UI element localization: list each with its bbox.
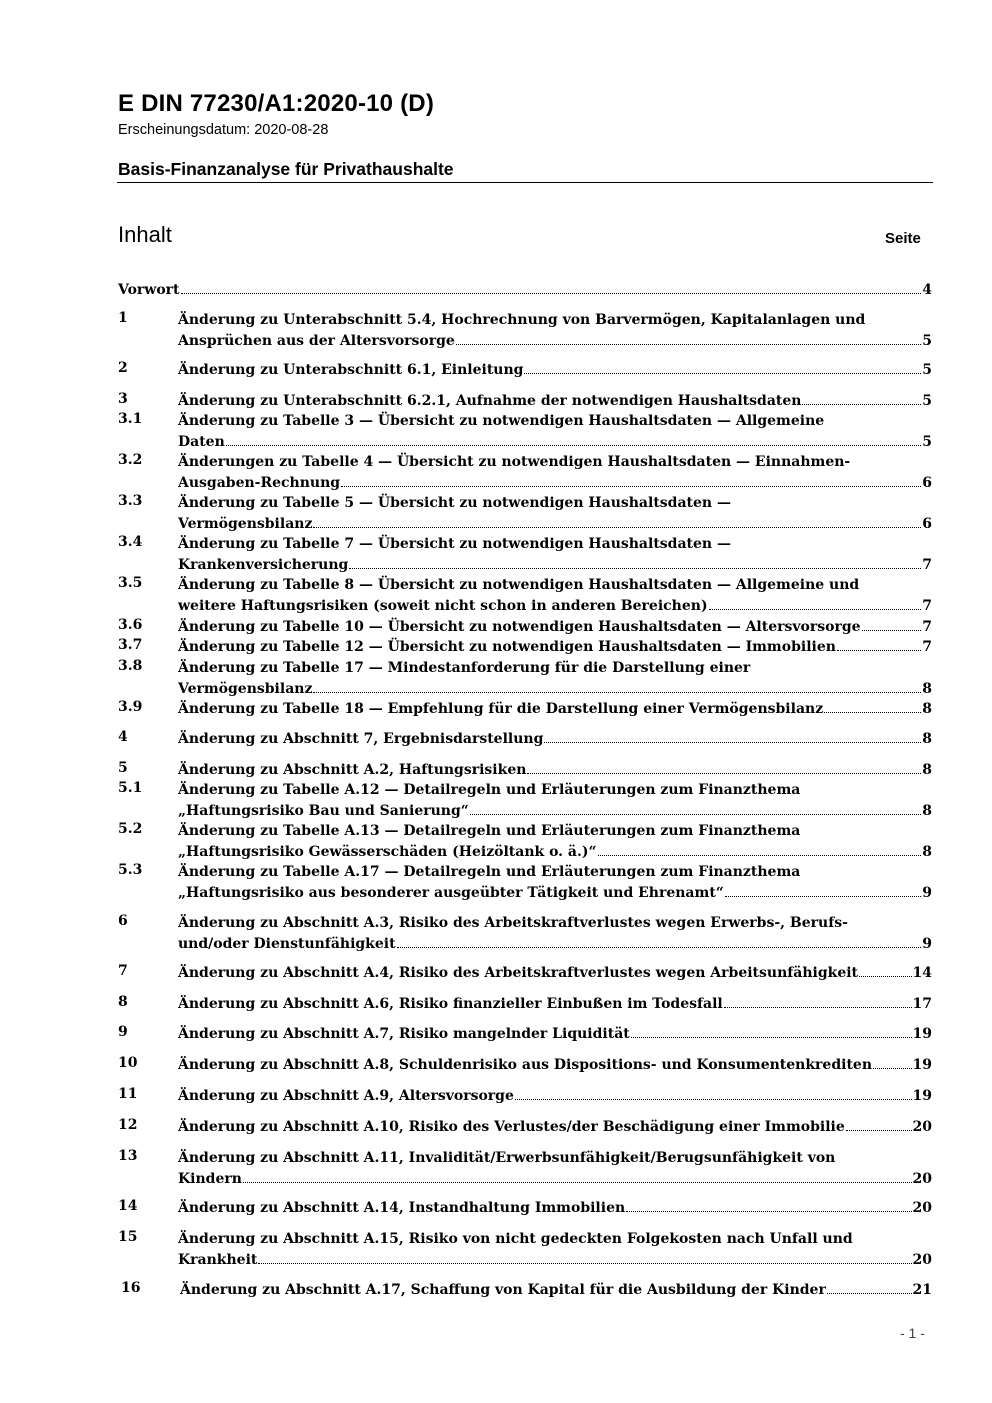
toc-entry-title: Vorwort xyxy=(118,282,180,298)
toc-entry-title: Änderung zu Abschnitt A.6, Risiko finanzieller Einbußen im Todesfall xyxy=(178,996,723,1012)
toc-entry-number: 3.6 xyxy=(118,617,143,633)
toc-entry-page: 7 xyxy=(922,639,932,655)
toc-entry-page: 9 xyxy=(922,935,932,952)
toc-entry-title: weitere Haftungsrisiken (soweit nicht schon in anderen Bereichen) xyxy=(178,597,708,614)
toc-entry-page: 8 xyxy=(922,802,932,819)
toc-entry-body xyxy=(178,360,932,381)
page-column-label: Seite xyxy=(885,230,921,247)
toc-entry-body xyxy=(178,1086,932,1107)
toc-entry-page: 14 xyxy=(912,965,932,981)
dot-leader xyxy=(631,1037,912,1038)
toc-entry-number: 14 xyxy=(118,1198,138,1214)
toc-entry-body xyxy=(178,1148,932,1189)
toc-entry-title: Änderung zu Tabelle 10 — Übersicht zu notwendigen Haushaltsdaten — Altersvorsorge xyxy=(178,619,861,635)
toc-entry-title: Änderung zu Abschnitt A.4, Risiko des Arbeitskraftverlustes wegen Arbeitsunfähigkeit xyxy=(178,965,859,981)
toc-entry-title: Änderung zu Tabelle 12 — Übersicht zu notwendigen Haushaltsdaten — Immobilien xyxy=(178,639,836,655)
toc-entry-number: 2 xyxy=(118,360,128,376)
toc-entry-body xyxy=(178,411,932,452)
toc-entry-last-line xyxy=(178,617,932,638)
toc-entry-body xyxy=(178,699,932,720)
toc-entry-number: 8 xyxy=(118,994,128,1010)
toc-entry-title: Änderung zu Abschnitt A.14, Instandhaltung Immobilien xyxy=(178,1200,626,1216)
toc-entry-body xyxy=(178,780,932,821)
dot-leader xyxy=(824,712,921,713)
toc-entry-title: Änderung zu Abschnitt A.2, Haftungsrisiken xyxy=(178,762,527,778)
toc-entry-page: 8 xyxy=(922,731,932,747)
toc-entry-number: 5.3 xyxy=(118,862,143,878)
toc-entry-last-line xyxy=(178,1250,932,1271)
toc-entry-body xyxy=(178,1117,932,1138)
toc-entry-page: 20 xyxy=(912,1119,932,1135)
toc-entry-body xyxy=(178,729,932,750)
toc-entry-body xyxy=(178,1198,932,1219)
toc-entry-title: Daten xyxy=(178,433,225,450)
toc-entry-number: 10 xyxy=(118,1055,138,1071)
toc-entry-body xyxy=(178,862,932,903)
toc-entry-body xyxy=(178,1055,932,1076)
toc-entry-page: 8 xyxy=(922,680,932,697)
toc-entry-number: 3.7 xyxy=(118,637,143,653)
toc-heading: Inhalt xyxy=(118,222,172,247)
toc-entry-title-line: Änderung zu Tabelle 17 — Mindestanforderung für die Darstellung einer xyxy=(178,660,751,676)
toc-entry-last-line xyxy=(178,934,932,955)
toc-entry-last-line xyxy=(178,514,932,535)
toc-entry-body xyxy=(178,391,932,412)
toc-entry-last-line xyxy=(178,729,932,750)
toc-entry-title: Vermögensbilanz xyxy=(178,680,313,697)
toc-entry-number: 12 xyxy=(118,1117,138,1133)
dot-leader xyxy=(827,1293,912,1294)
toc-entry-number: 11 xyxy=(118,1086,138,1102)
toc-entry-last-line xyxy=(178,555,932,576)
dot-leader xyxy=(524,373,921,374)
dot-leader xyxy=(349,568,921,569)
toc-entry-number: 3.2 xyxy=(118,452,143,468)
toc-entry-body xyxy=(178,452,932,493)
toc-entry-page: 19 xyxy=(912,1057,932,1073)
toc-entry-number: 9 xyxy=(118,1024,128,1040)
toc-entry-page: 6 xyxy=(922,474,932,491)
toc-entry-title-line: Änderung zu Abschnitt A.11, Invalidität/Erwerbsunfähigkeit/Berugsunfähigkeit von xyxy=(178,1150,836,1166)
toc-entry-page: 17 xyxy=(912,996,932,1012)
toc-entry-body xyxy=(178,617,932,638)
document-subject: Basis-Finanzanalyse für Privathaushalte xyxy=(118,159,454,179)
dot-leader xyxy=(397,947,922,948)
toc-entry-body xyxy=(178,310,932,351)
toc-entry-number: 13 xyxy=(118,1148,138,1164)
toc-entry-body xyxy=(180,1280,932,1301)
toc-entry-title-line: Änderungen zu Tabelle 4 — Übersicht zu notwendigen Haushaltsdaten — Einnahmen- xyxy=(178,454,851,470)
toc-entry-body xyxy=(178,821,932,862)
toc-entry-title: „Haftungsrisiko Gewässerschäden (Heizöltank o. ä.)“ xyxy=(178,843,597,860)
toc-entry-title-line: Änderung zu Tabelle A.12 — Detailregeln und Erläuterungen zum Finanzthema xyxy=(178,782,801,798)
toc-entry-title-line: Änderung zu Tabelle A.17 — Detailregeln und Erläuterungen zum Finanzthema xyxy=(178,864,801,880)
dot-leader xyxy=(598,855,922,856)
toc-entry-title-line: Änderung zu Tabelle 5 — Übersicht zu notwendigen Haushaltsdaten — xyxy=(178,495,731,511)
toc-entry-body xyxy=(178,913,932,954)
toc-entry-number: 5.1 xyxy=(118,780,143,796)
toc-entry-number: 5 xyxy=(118,760,128,776)
toc-entry-number: 6 xyxy=(118,913,128,929)
dot-leader xyxy=(313,692,921,693)
toc-entry-page: 8 xyxy=(922,762,932,778)
toc-entry-title: Änderung zu Abschnitt A.17, Schaffung von Kapital für die Ausbildung der Kinder xyxy=(180,1282,826,1298)
toc-entry-title: Krankenversicherung xyxy=(178,556,349,573)
toc-entry-title: Ansprüchen aus der Altersvorsorge xyxy=(178,332,455,349)
dot-leader xyxy=(243,1182,912,1183)
toc-entry-last-line xyxy=(178,596,932,617)
toc-entry-title-line: Änderung zu Tabelle 7 — Übersicht zu notwendigen Haushaltsdaten — xyxy=(178,536,731,552)
toc-entry-last-line xyxy=(178,473,932,494)
toc-entry-title-line: Änderung zu Tabelle 8 — Übersicht zu notwendigen Haushaltsdaten — Allgemeine und xyxy=(178,577,860,593)
toc-entry-body xyxy=(178,637,932,658)
toc-entry-last-line xyxy=(178,963,932,984)
toc-entry-page: 4 xyxy=(922,282,932,298)
toc-entry-last-line xyxy=(118,280,932,301)
toc-entry-page: 5 xyxy=(922,362,932,378)
dot-leader xyxy=(527,773,921,774)
toc-entry-title: Änderung zu Abschnitt A.9, Altersvorsorge xyxy=(178,1088,514,1104)
toc-entry-last-line xyxy=(178,360,932,381)
dot-leader xyxy=(725,896,921,897)
toc-entry-last-line xyxy=(178,331,932,352)
toc-entry-number: 3.8 xyxy=(118,658,143,674)
toc-entry-number: 5.2 xyxy=(118,821,143,837)
dot-leader xyxy=(859,976,911,977)
toc-entry-title: Änderung zu Tabelle 18 — Empfehlung für die Darstellung einer Vermögensbilanz xyxy=(178,701,824,717)
dot-leader xyxy=(456,344,921,345)
toc-entry-last-line xyxy=(180,1280,932,1301)
dot-leader xyxy=(802,404,921,405)
toc-entry-title: Änderung zu Abschnitt A.7, Risiko mangelnder Liquidität xyxy=(178,1026,630,1042)
dot-leader xyxy=(258,1263,911,1264)
dot-leader xyxy=(181,293,922,294)
toc-entry-title: und/oder Dienstunfähigkeit xyxy=(178,935,396,952)
toc-entry-title: Ausgaben-Rechnung xyxy=(178,474,341,491)
dot-leader xyxy=(837,650,921,651)
dot-leader xyxy=(709,609,922,610)
toc-entry-page: 5 xyxy=(922,332,932,349)
document-title: E DIN 77230/A1:2020-10 (D) xyxy=(118,90,435,117)
toc-entry-title: Kindern xyxy=(178,1170,242,1187)
toc-entry-number: 16 xyxy=(121,1280,141,1296)
toc-entry-title-line: Änderung zu Abschnitt A.3, Risiko des Arbeitskraftverlustes wegen Erwerbs-, Berufs- xyxy=(178,915,848,931)
toc-entry-number: 3.3 xyxy=(118,493,143,509)
toc-entry-last-line xyxy=(178,842,932,863)
publication-date: Erscheinungsdatum: 2020-08-28 xyxy=(118,122,329,138)
toc-entry-body xyxy=(178,760,932,781)
toc-entry-page: 20 xyxy=(912,1170,932,1187)
toc-entry-last-line xyxy=(178,1024,932,1045)
toc-entry-number: 3.4 xyxy=(118,534,143,550)
toc-entry-last-line xyxy=(178,1117,932,1138)
toc-entry-title: Krankheit xyxy=(178,1251,258,1268)
toc-entry-number: 1 xyxy=(118,310,128,326)
toc-entry-last-line xyxy=(178,637,932,658)
toc-entry-page: 8 xyxy=(922,701,932,717)
dot-leader xyxy=(846,1130,912,1131)
toc-entry-page: 21 xyxy=(912,1282,932,1298)
toc-entry-title: Änderung zu Unterabschnitt 6.1, Einleitung xyxy=(178,362,524,378)
dot-leader xyxy=(226,445,921,446)
dot-leader xyxy=(470,814,921,815)
toc-entry-last-line xyxy=(178,994,932,1015)
toc-entry-body xyxy=(178,994,932,1015)
toc-entry-body xyxy=(178,1024,932,1045)
toc-entry-page: 9 xyxy=(922,884,932,901)
toc-entry-page: 8 xyxy=(922,843,932,860)
toc-entry-last-line xyxy=(178,1198,932,1219)
toc-entry-title-line: Änderung zu Tabelle 3 — Übersicht zu notwendigen Haushaltsdaten — Allgemeine xyxy=(178,413,825,429)
toc-entry-body xyxy=(118,280,932,301)
toc-entry-title: Vermögensbilanz xyxy=(178,515,313,532)
toc-entry-number: 3.1 xyxy=(118,411,143,427)
header-divider xyxy=(117,182,933,183)
toc-entry-page: 19 xyxy=(912,1088,932,1104)
dot-leader xyxy=(515,1099,912,1100)
toc-entry-body xyxy=(178,534,932,575)
toc-entry-last-line xyxy=(178,1055,932,1076)
dot-leader xyxy=(313,527,921,528)
dot-leader xyxy=(724,1007,912,1008)
toc-entry-page: 7 xyxy=(922,556,932,573)
toc-entry-page: 5 xyxy=(922,393,932,409)
dot-leader xyxy=(341,486,921,487)
toc-entry-title-line: Änderung zu Abschnitt A.15, Risiko von nicht gedeckten Folgekosten nach Unfall und xyxy=(178,1231,853,1247)
toc-entry-last-line xyxy=(178,699,932,720)
toc-entry-title-line: Änderung zu Tabelle A.13 — Detailregeln und Erläuterungen zum Finanzthema xyxy=(178,823,801,839)
dot-leader xyxy=(626,1211,911,1212)
toc-entry-last-line xyxy=(178,1169,932,1190)
toc-entry-body xyxy=(178,575,932,616)
toc-entry-title: Änderung zu Unterabschnitt 6.2.1, Aufnahme der notwendigen Haushaltsdaten xyxy=(178,393,802,409)
toc-entry-number: 4 xyxy=(118,729,128,745)
page-number: - 1 - xyxy=(900,1325,925,1341)
dot-leader xyxy=(862,630,922,631)
toc-entry-title-line: Änderung zu Unterabschnitt 5.4, Hochrechnung von Barvermögen, Kapitalanlagen und xyxy=(178,312,866,328)
toc-entry-last-line xyxy=(178,760,932,781)
toc-entry-title: Änderung zu Abschnitt A.10, Risiko des Verlustes/der Beschädigung einer Immobilie xyxy=(178,1119,845,1135)
toc-entry-last-line xyxy=(178,1086,932,1107)
toc-entry-page: 19 xyxy=(912,1026,932,1042)
toc-entry-title: „Haftungsrisiko aus besonderer ausgeübter Tätigkeit und Ehrenamt“ xyxy=(178,884,724,901)
toc-entry-title: „Haftungsrisiko Bau und Sanierung“ xyxy=(178,802,469,819)
toc-entry-body xyxy=(178,658,932,699)
toc-entry-page: 7 xyxy=(922,619,932,635)
toc-entry-last-line xyxy=(178,679,932,700)
toc-entry-number: 3.9 xyxy=(118,699,143,715)
toc-entry-last-line xyxy=(178,391,932,412)
dot-leader xyxy=(873,1068,912,1069)
toc-entry-page: 20 xyxy=(912,1251,932,1268)
toc-entry-body xyxy=(178,493,932,534)
toc-entry-number: 7 xyxy=(118,963,128,979)
toc-entry-last-line xyxy=(178,801,932,822)
toc-entry-page: 5 xyxy=(922,433,932,450)
dot-leader xyxy=(544,742,921,743)
toc-entry-title: Änderung zu Abschnitt 7, Ergebnisdarstellung xyxy=(178,731,544,747)
toc-entry-page: 20 xyxy=(912,1200,932,1216)
toc-entry-page: 7 xyxy=(922,597,932,614)
toc-entry-title: Änderung zu Abschnitt A.8, Schuldenrisiko aus Dispositions- und Konsumentenkrediten xyxy=(178,1057,872,1073)
toc-entry-body xyxy=(178,1229,932,1270)
toc-entry-number: 3.5 xyxy=(118,575,143,591)
toc-entry-page: 6 xyxy=(922,515,932,532)
toc-entry-body xyxy=(178,963,932,984)
toc-entry-number: 3 xyxy=(118,391,128,407)
toc-entry-number: 15 xyxy=(118,1229,138,1245)
toc-entry-last-line xyxy=(178,432,932,453)
toc-entry-last-line xyxy=(178,883,932,904)
